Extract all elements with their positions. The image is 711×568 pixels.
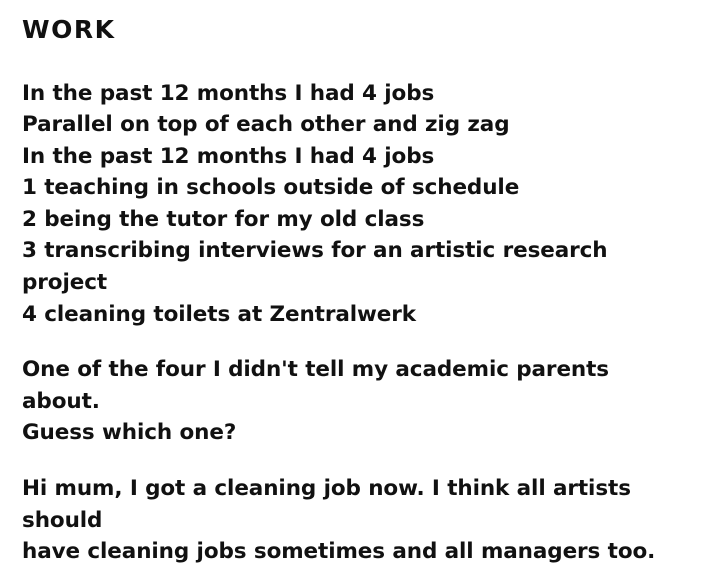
text-line: 4 cleaning toilets at Zentralwerk bbox=[22, 301, 416, 327]
text-block-question bbox=[22, 354, 691, 449]
text-line: In the past 12 months I had 4 jobs bbox=[22, 143, 435, 169]
text-line: 3 transcribing interviews for an artistic research project bbox=[22, 238, 615, 296]
text-line: In the past 12 months I had 4 jobs bbox=[22, 80, 435, 106]
page-title: WORK bbox=[22, 15, 116, 44]
text-line: have cleaning jobs sometimes and all managers too. bbox=[22, 539, 656, 565]
text-line: 1 teaching in schools outside of schedule bbox=[22, 175, 520, 201]
text-block-jobs-list bbox=[22, 78, 691, 331]
text-line: One of the four I didn't tell my academic parents about. bbox=[22, 357, 617, 414]
text-line: Hi mum, I got a cleaning job now. I think all artists should bbox=[22, 476, 639, 533]
text-block-message-to-mum bbox=[22, 473, 691, 568]
text-line: Parallel on top of each other and zig zag bbox=[22, 112, 510, 138]
text-line: 2 being the tutor for my old class bbox=[22, 206, 425, 232]
text-line: Guess which one? bbox=[22, 420, 237, 446]
